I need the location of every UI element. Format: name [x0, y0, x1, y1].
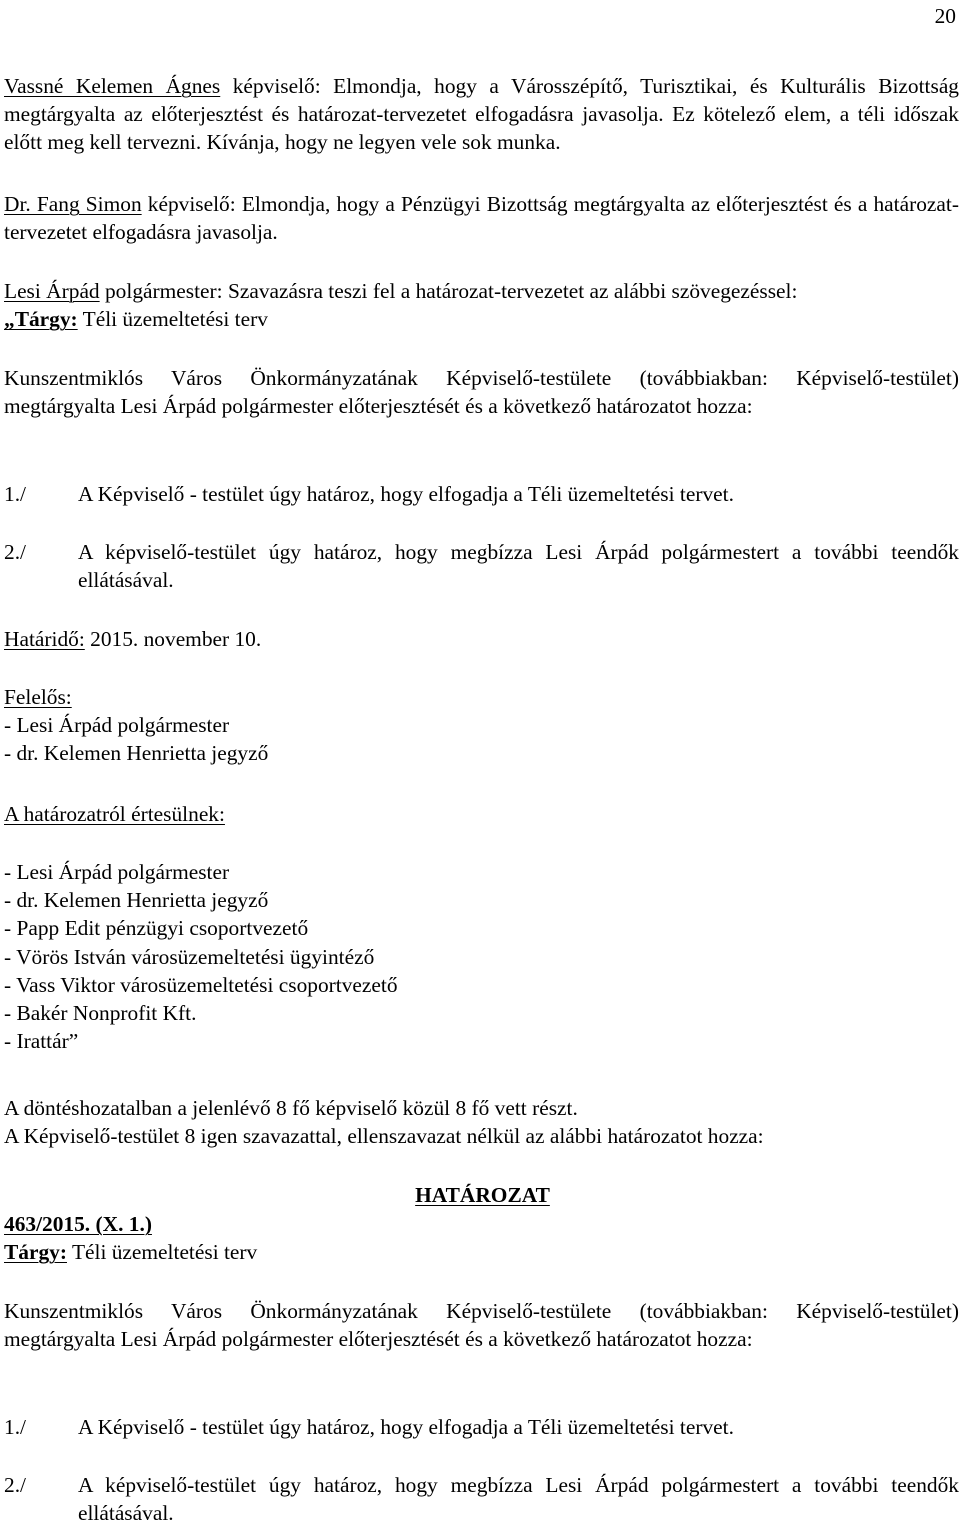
item-number: 2./: [4, 1473, 26, 1497]
resolution-heading-text: HATÁROZAT: [415, 1183, 550, 1207]
notify-label: A határozatról értesülnek:: [4, 802, 225, 826]
paragraph-text: polgármester: Szavazásra teszi fel a határozat-tervezetet az alábbi szövegezéssel:: [99, 279, 798, 303]
draft-intro: Kunszentmiklós Város Önkormányzatának Képviselő-testülete (továbbiakban: Képviselő-testület) megtárgyalta Lesi Árpád polgármester előterjesztését és a következő határozatot hozza:: [4, 366, 959, 419]
paragraph-text: képviselő: Elmondja, hogy a Pénzügyi Bizottság megtárgyalta az előterjesztést és a határozat-tervezetet elfogadásra javasolja.: [4, 192, 959, 245]
page-number: 20: [934, 4, 956, 28]
item-text: A Képviselő - testület úgy határoz, hogy elfogadja a Téli üzemeltetési tervet.: [78, 482, 734, 506]
list-item: - Irattár”: [4, 1029, 79, 1054]
list-item: - Vörös István városüzemeltetési ügyintéző: [4, 944, 375, 969]
paragraph-lesi: [4, 277, 959, 333]
item-number: 1./: [4, 1415, 26, 1439]
list-item: - dr. Kelemen Henrietta jegyző: [4, 888, 269, 913]
resolution-item: [4, 1471, 959, 1527]
vote-summary: [4, 1094, 959, 1150]
subject-text: Téli üzemeltetési terv: [77, 307, 268, 332]
draft-item: [4, 538, 959, 594]
resolution-item: [4, 1413, 959, 1441]
vote-line: A döntéshozatalban a jelenlévő 8 fő képviselő közül 8 fő vett részt.: [4, 1096, 578, 1120]
item-number: 1./: [4, 482, 26, 506]
notify-heading: [4, 800, 959, 828]
speaker-name: Lesi Árpád: [4, 279, 100, 303]
list-item: - Lesi Árpád polgármester: [4, 860, 230, 884]
paragraph-fang: [4, 190, 959, 246]
subject-text: Téli üzemeltetési terv: [66, 1240, 258, 1265]
deadline-label: Határidő:: [4, 627, 85, 651]
list-item: - Vass Viktor városüzemeltetési csoportvezető: [4, 972, 398, 997]
deadline: [4, 625, 959, 653]
list-item: - Bakér Nonprofit Kft.: [4, 1001, 197, 1026]
item-text: A Képviselő - testület úgy határoz, hogy elfogadja a Téli üzemeltetési tervet.: [78, 1415, 734, 1439]
resolution-meta: [4, 1210, 959, 1266]
subject-label: Tárgy:: [4, 1240, 67, 1265]
item-text: A képviselő-testület úgy határoz, hogy megbízza Lesi Árpád polgármestert a további teendők ellátásával.: [78, 540, 959, 593]
draft-item: [4, 480, 959, 508]
list-item: - Papp Edit pénzügyi csoportvezető: [4, 916, 309, 941]
list-item: - Lesi Árpád polgármester: [4, 713, 230, 738]
speaker-name: Vassné Kelemen Ágnes: [4, 74, 221, 98]
deadline-value: 2015. november 10.: [84, 627, 262, 651]
item-text: A képviselő-testület úgy határoz, hogy megbízza Lesi Árpád polgármestert a további teendők ellátásával.: [78, 1473, 959, 1526]
speaker-name: Dr. Fang Simon: [4, 192, 142, 216]
item-number: 2./: [4, 540, 26, 564]
list-item: - dr. Kelemen Henrietta jegyző: [4, 741, 269, 766]
subject-label: „Tárgy:: [4, 307, 78, 332]
paragraph-text: képviselő: Elmondja, hogy a Városszépítő, Turisztikai, és Kulturális Bizottság megtárgyalta az előterjesztést és határozat-tervezetet elfogadásra javasolja. Ez kötelező elem, a téli időszak előtt meg kell tervezni. Kívánja, hogy ne legyen vele sok munka.: [4, 74, 960, 155]
notify-list: [4, 858, 959, 1055]
resolution-number: 463/2015. (X. 1.): [4, 1212, 152, 1236]
responsible-label: Felelős:: [4, 685, 72, 709]
responsible-list: [4, 683, 959, 768]
resolution-heading: [0, 1181, 960, 1209]
vote-line: A Képviselő-testület 8 igen szavazattal, ellenszavazat nélkül az alábbi határozatot hozza:: [4, 1124, 764, 1149]
resolution-intro: Kunszentmiklós Város Önkormányzatának Képviselő-testülete (továbbiakban: Képviselő-testület) megtárgyalta Lesi Árpád polgármester előterjesztését és a következő határozatot hozza:: [4, 1299, 959, 1352]
paragraph-vassne: [4, 72, 959, 157]
